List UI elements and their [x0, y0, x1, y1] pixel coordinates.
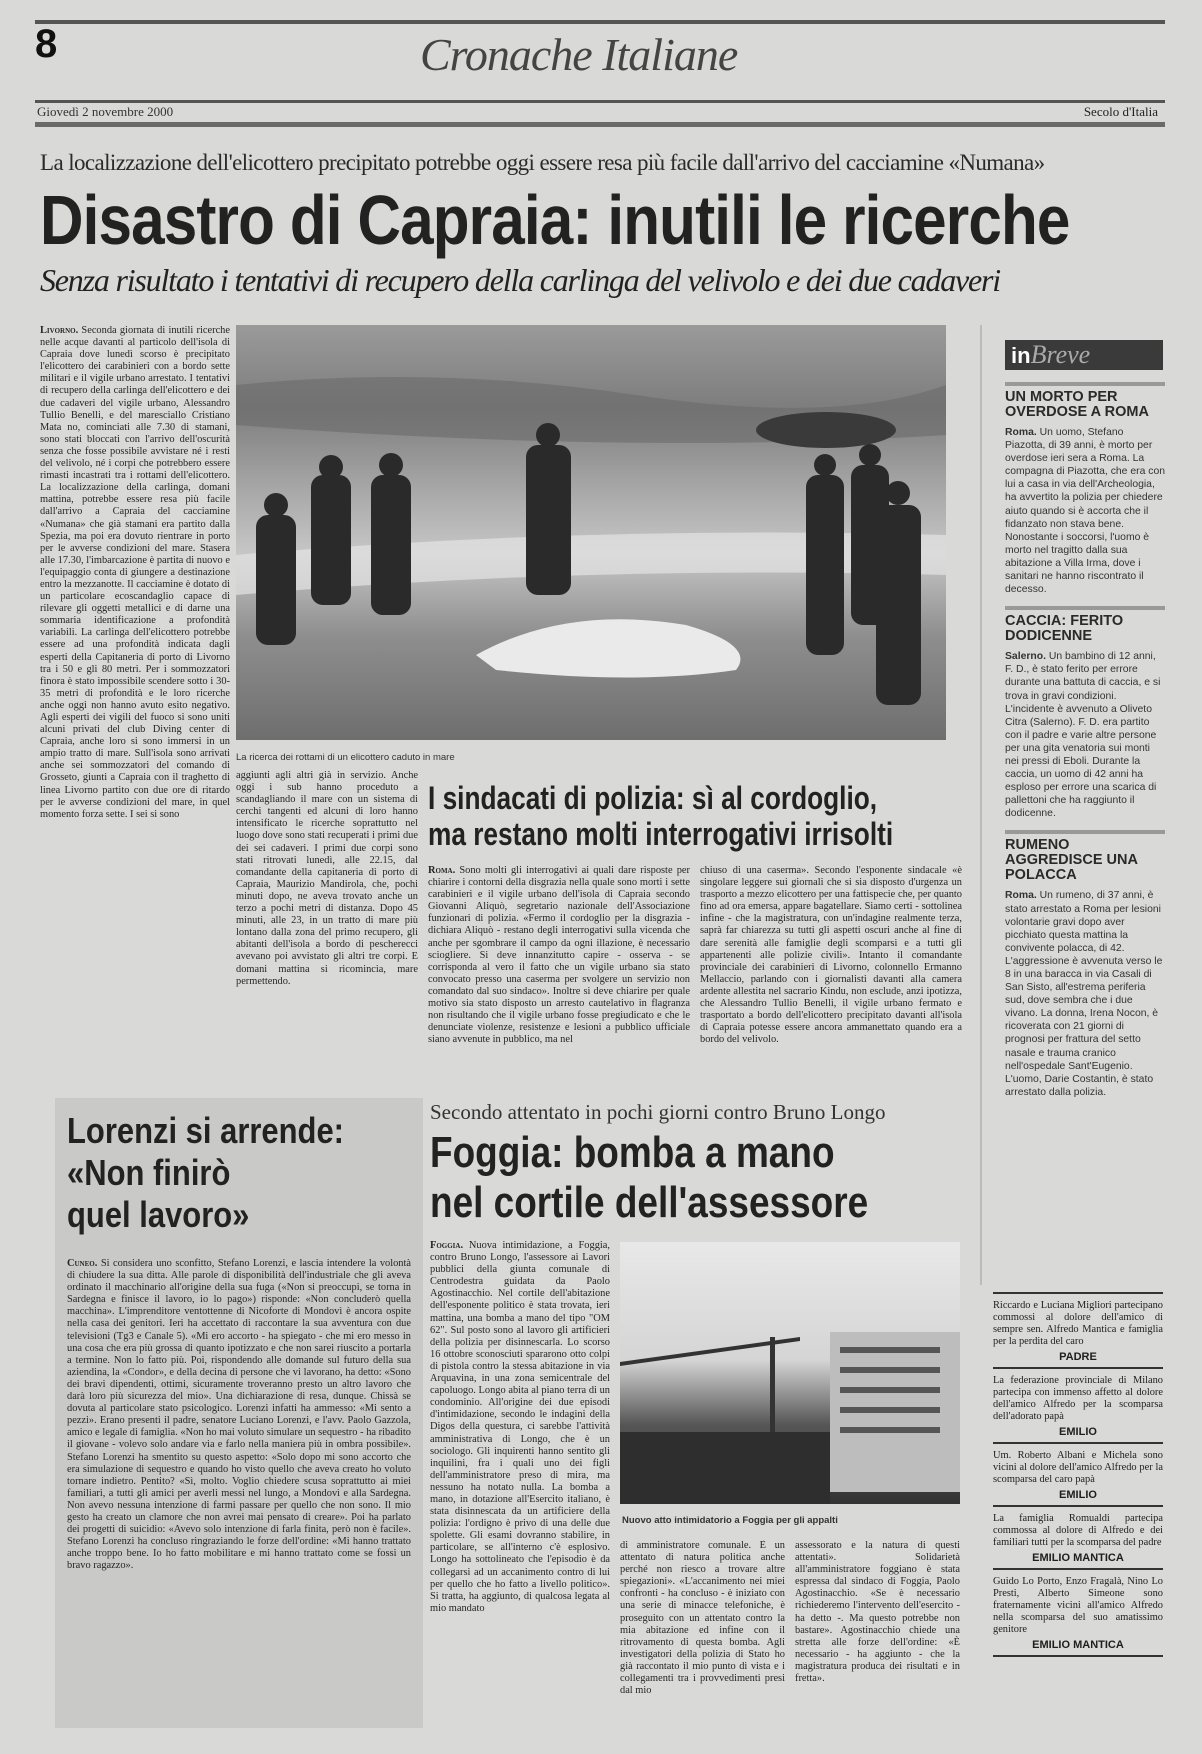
brief-title: CACCIA: FERITO DODICENNE: [1005, 613, 1124, 645]
obituary-name: EMILIO: [1059, 1426, 1097, 1438]
brief-text: Un rumeno, di 37 anni, è stato arrestato a Roma per lesioni volontarie gravi dopo aver picchiato questa mattina la convivente polacca, di 42. L'aggressione è avvenuta verso le 8 in una baracca in via Casali di San Sisto, all'estrema periferia sud, dove sembra che i due vivano. La donna, Irena Nocon, è ricoverata con 21 giorni di prognosi per frattura del setto nasale e trauma cranico nell'ospedale Sant'Eugenio. L'uomo, Darie Costantin, è stato arrestato dalla polizia.: [1005, 890, 1163, 1098]
foggia-column-1: [430, 1240, 610, 1725]
obituary-text: Guido Lo Porto, Enzo Fragalà, Nino Lo Presti, Alberto Simeone sono fraternamente vicini all'amico Alfredo nella scomparsa del suo amatissimo genitore: [993, 1576, 1163, 1635]
obituary-name: EMILIO MANTICA: [1032, 1552, 1124, 1564]
police-article-column-1: [428, 865, 690, 1075]
lead-headline: Disastro di Capraia: inutili le ricerche: [40, 181, 1070, 259]
brief-title: RUMENO AGGREDISCE UNA POLACCA: [1005, 837, 1138, 884]
police-text-1: Sono molti gli interrogativi ai quali dare risposte per chiarire i contorni della disgrazia nella quale sono morti i sette carabinieri e il vigile urbano dell'isola di Capraia secondo Giovanni Aliquò, segretario nazionale dell'Associazione funzionari di polizia. «Fermo il cordoglio per la disgrazia - dichiara Aliquò - restano degli interrogativi sulla vicenda che anche per sgombrare il campo da ogni illazione, è necessario sciogliere. Si deve innanzitutto capire - osserva - se corrisponda al vero il fatto che un vigile urbano sia stato convocato presso una caserma per svolgere un servizio non comandato dal suo sindaco». Inoltre si deve chiarire per quale motivo sia stato disposto un arresto cautelativo in flagranza non risultando che il vigile urbano fosse pregiudicato e che le denunciate violenze, resistenze e lesioni a pubblico ufficiale siano avvenute in pubblico, ma nel: [428, 865, 690, 1046]
obituary-text: La federazione provinciale di Milano partecipa con immenso affetto al dolore dell'amico Alfredo per la scomparsa dell'adorato papà: [993, 1375, 1163, 1422]
brief-title: UN MORTO PER OVERDOSE A ROMA: [1005, 389, 1149, 420]
lorenzi-headline-line-3: quel lavoro»: [67, 1194, 250, 1235]
lead-photo-caption: La ricerca dei rottami di un elicottero caduto in mare: [236, 752, 455, 763]
police-dateline: Roma.: [428, 865, 456, 876]
foggia-text-1: Nuova intimidazione, a Foggia, contro Bruno Longo, l'assessore ai Lavori pubblici della giunta comunale di Centrodestra guidata da Paolo Agostinacchio. Nel cortile dell'abitazione dell'esponente politico è stata trovata, ieri mattina, una bomba a mano del tipo "OM 62". Sul posto sono al lavoro gli artificieri della polizia per disinnescarla. Lo scorso 16 ottobre sconosciuti spararono otto colpi di pistola contro la stessa abitazione in via Arquavina, in una zona semicentrale del capoluogo. Longo abita al piano terra di un condominio. All'origine dei due episodi d'intimidazione, secondo le indagini della Digos della questura, ci sarebbe l'attività amministrativa di Longo, che è un sociologo. Gli inquirenti hanno sentito gli inquilini, fra i quali uno dei figli dell'amministratore preso di mira, ma nessuno ha notato nulla. La bomba a mano, in dotazione all'Esercito italiano, è stata disinnescata da un artificiere della polizia: l'ordigno è privo di una delle due spolette. Gli esami dovranno stabilire, in particolare, se all'interno c'è esplosivo. Longo ha sottolineato che l'episodio è da collegarsi ad un accanimento contro di lui per quello che ho fatto a livello politico». Si tratta, ha aggiunto, di qualcosa legata al mio mandato: [430, 1240, 610, 1614]
foggia-column-3: assessorato e la natura di questi attentati». Solidarietà all'amministratore foggiano è stata espressa dal sindaco di Foggia, Paolo Agostinacchio. «Se è necessario richiederemo l'intervento dell'esercito - ha detto -. Ma questo potrebbe non bastare». Agostinacchio chiede una stretta alle forze dell'ordine: «È necessario - ha aggiunto - che la magistratura produca dei risultati e in fretta».: [795, 1540, 960, 1685]
page-number: 8: [35, 22, 58, 66]
brief-text: Un bambino di 12 anni, F. D., è stato ferito per errore durante una battuta di caccia, e si trova in gravi condizioni. L'incidente è avvenuto a Oliveto Citra (Salerno). F. D. era partito con il padre e varie altre persone per una gita venatoria sui monti nei pressi di Eboli. Durante la caccia, un uomo di 42 anni ha esploso per errore una scarica di pallettoni che ha raggiunto il dodicenne.: [1005, 651, 1161, 820]
in-breve-label-in: in: [1011, 343, 1031, 368]
issue-date: Giovedì 2 novembre 2000: [37, 104, 174, 119]
police-headline-line-2: ma restano molti interrogativi irrisolti: [428, 816, 894, 852]
brief-dateline: Roma.: [1005, 890, 1037, 902]
lead-text-1: Seconda giornata di inutili ricerche nelle acque davanti al particolo dell'isola di Capraia dove lunedì scorso è precipitato l'elicottero dei carabinieri con a bordo sette militari e il vigile urbano arrestato. I tentativi di recupero della carlinga dell'elicottero e dei due cadaveri del vigile urbano, Alessandro Tullio Benelli, e del maresciallo Cristiano Mata no, cominciati alle 7.30 di stamani, sono stati bloccati con l'arrivo dell'oscurità senza che fosse possibile avvistare né i resti del velivolo, né i corpi che potrebbero essere rimasti incastrati tra i rottami dell'elicottero. La localizzazione della carlinga, domani mattina, potrebbe essere resa più facile dall'arrivo a Capraia del cacciamine «Numana» che già stamani era partito dalla Spezia, ma poi era dovuto rientrare in porto per le avverse condizioni del mare. Stasera alle 17.30, l'imbarcazione è partita di nuovo e l'equipaggio conta di giungere a destinazione entro la mezzanotte. Il cacciamine è dotato di un particolare ecoscandaglio capace di rilevare gli oggetti metallici e di darne una sommaria identificazione a profondità variabili. La carlinga dell'elicottero potrebbe essere ad una profondità indicata dagli esperti della Capitaneria di porto di Livorno tra i 50 e gli 80 metri. Per i sommozzatori finora è stato impossibile scendere sotto i 30-35 metri di profondità e le loro ricerche anche oggi non hanno avuto esito negativo. Agli esperti dei vigili del fuoco si sono uniti alcuni privati del club Diving center di Capraia, anche loro si sono immersi in un ampio tratto di mare. Sull'isola sono arrivati anche sei sommozzatori del comando di Grosseto, giunti a Capraia con il traghetto di linea Livorno partito con due ore di ritardo per le avverse condizioni del mare, in quel momento forza sette. I sei si sono: [40, 325, 230, 820]
section-title: Cronache Italiane: [420, 29, 738, 80]
masthead-rule-bottom: [35, 122, 1165, 127]
lorenzi-body: Si considera uno sconfitto, Stefano Lorenzi, e lascia intendere la volontà di chiudere la sua ditta. Alle parole di disponibilità dell'industriale che gli aveva ordinato il macchinario all'origine della sua fuga («Non si preoccupi, se torna in Sardegna e finisce il lavoro, io lo pago») risponde: «Non concluderò quella macchina». L'imprenditore ventottenne di Nicoforte di Mondovì è ancora ospite nella casa dei genitori. Ieri ha accettato di raccontare la sua avventura con due televisioni (Tg3 e Canale 5). «Mi ero accorto - ha spiegato - che mi ero messo in una cosa che era più grossa di quanto ipotizzato e che non sarei riuscito a portarla a termine. Non lo fatto più. Poi, rispondendo alle domande sul futuro della sua aziendina, la «Condor», e della decina di persone che vi lavorano, ha detto: «Sono dei bravi dipendenti, ottimi, sicuramente troveranno presto un altro lavoro che darà loro più sicurezza del mio». Una dichiarazione di resa, dunque. Chissà se dovuta al particolare stato psicologico. Lorenzi infatti ha ammesso: «Mi sento a pezzi». Erano presenti il padre, senatore Luciano Lorenzi, e l'avv. Paolo Gazzola, amico e legale di famiglia. «Non ho mai voluto simulare un sequestro - ha ribadito il giovane - volevo solo andare via e farlo nella maniera più in ombra possibile». Stefano Lorenzi ha smentito su questo aspetto: «Solo dopo mi sono accorto che era simulazione di sequestro e quando ho visto quello che aveva creato ho voluto tornare indietro. Pentito? «Sì, molto. Voglio chiedere scusa soprattutto ai miei familiari, a tutti gli amici per averli messi nel lungo, a Mondovì e alla Sardegna. Non avevo nessuna intenzione di farmi passare per quello che non sono. Il mio gesto ha creato un clamore che non avrei mai pensato di creare». Poi ha parlato dei progetti di suicidio: «Avevo solo intenzione di farla finita, però non è facile». Stefano Lorenzi ha concluso ringraziando le forze dell'ordine: «Mi hanno trattato anche troppo bene. Io ho fatto mobilitare e mi hanno trattato come se fossi un bravo ragazzo».: [67, 1258, 411, 1572]
obituary-name: EMILIO MANTICA: [1032, 1639, 1124, 1651]
foggia-dateline: Foggia.: [430, 1240, 464, 1251]
brief-dateline: Roma.: [1005, 427, 1037, 438]
masthead-rule: [35, 100, 1165, 103]
foggia-photo-caption: Nuovo atto intimidatorio a Foggia per gli appalti: [622, 1515, 838, 1526]
obituary-text: La famiglia Romualdi partecipa commossa al dolore di Alfredo e dei familiari tutti per la scomparsa del padre: [993, 1513, 1163, 1548]
obituary-name: EMILIO: [1059, 1489, 1097, 1501]
brief-item: [1005, 889, 1165, 1099]
lorenzi-dateline: Cuneo.: [67, 1258, 98, 1269]
in-breve-banner: [1005, 340, 1163, 370]
sidebar-divider: [980, 325, 982, 1285]
in-breve-list: [1005, 382, 1165, 1099]
lead-kicker: La localizzazione dell'elicottero precipitato potrebbe oggi essere resa più facile dall'arrivo del cacciamine «Numana»: [40, 150, 1045, 175]
lead-photo: [236, 325, 946, 740]
brief-item: [1005, 650, 1165, 820]
police-article-column-2: chiuso di una caserma». Secondo l'esponente sindacale «è singolare leggere sui giornali che si sia disposto d'urgenza un trasporto a mezzo elicottero per una fattispecie che, per quanto fino ad ora emersa, appare bagatellare. Siamo certi - sottolinea infine - che la magistratura, con un'indagine realmente terza, saprà far chiarezza su tutti gli aspetti oscuri anche al fine di dare serenità alle famiglie degli scomparsi e a tutti gli appartenenti alle polizie civili». Intanto il comandante provinciale dei carabinieri di Livorno, colonnello Ermanno Mellaccio, parlando con i giornalisti davanti alla camera ardente allestita nel sacrario Kindu, non esclude, anzi ipotizza, che Alessandro Tullio Benelli, il vigile urbano fermato e trasportato a bordo dell'elicottero precipitato davanti all'isola di Capraia potesse essere ancora ammanettato quando era a bordo del velivolo.: [700, 865, 962, 1046]
newspaper-name: Secolo d'Italia: [1083, 104, 1158, 119]
foggia-column-2: di amministratore comunale. È un attentato di natura politica anche perché non riesco a trovare altre spiegazioni». «L'accanimento nei miei confronti - ha concluso - è iniziato con una serie di minacce telefoniche, è proseguito con un attentato contro la mia abitazione ed infine con il ritrovamento di questa bomba. Agli investigatori della polizia di Stato ho già raccontato il mio punto di vista e i collegamenti tra i provvedimenti presi dal mio: [620, 1540, 785, 1697]
lorenzi-headline: [67, 1110, 373, 1236]
lead-article-column-1: [40, 325, 230, 1070]
lorenzi-box: [55, 1098, 423, 1728]
lead-article-column-2: aggiunti agli altri già in servizio. Anche oggi i sub hanno proceduto a scandagliando il mare con un sistema di cerchi tangenti ed alcuni di loro hanno intensificato le ricerche soprattutto nel luogo dove sono stati recuperati i primi due dei sei cadaveri. I primi due corpi sono stati ritrovati lunedì, alle 22.15, dal comandante della capitaneria di porto di Capraia, Maurizio Mandirola, che, pochi minuti dopo, ne aveva trovato anche un terzo a pochi metri di distanza. Dopo 45 minuti, alle 23, in un tratto di mare più lontano dalla zona del primo recupero, gli abitanti dell'isola a bordo di pescherecci avevano poi avvistato gli altri tre corpi. E domani mattina si ricomincia, mare permettendo.: [236, 770, 418, 987]
foggia-headline: [430, 1128, 868, 1228]
obituary-text: Riccardo e Luciana Migliori partecipano commossi al dolore dell'amico di sempre sen. Alfredo Mantica e famiglia per la perdita del caro: [993, 1300, 1163, 1347]
building-scene: [620, 1242, 960, 1504]
foggia-headline-line-1: Foggia: bomba a mano: [430, 1128, 835, 1177]
foggia-kicker: Secondo attentato in pochi giorni contro Bruno Longo: [430, 1100, 886, 1124]
brief-item: [1005, 426, 1165, 596]
in-breve-label-breve: Breve: [1030, 340, 1091, 369]
foggia-photo: [620, 1242, 960, 1504]
lead-dateline: Livorno.: [40, 325, 79, 336]
brief-text: Un uomo, Stefano Piazotta, di 39 anni, è morto per overdose ieri sera a Roma. La compagna di Piazotta, che era con lui a casa in via dell'Archeologia, ha avvertito la polizia per chiedere aiuto quando si è accorta che il fidanzato non stava bene. Nonostante i soccorsi, l'uomo è morto nel tragitto dalla sua abitazione a Villa Irma, dove i sanitari ne hanno riscontrato il decesso.: [1005, 427, 1165, 596]
top-rule: [35, 20, 1165, 24]
obituary-name: PADRE: [1059, 1351, 1097, 1363]
obituaries: [993, 1288, 1163, 1663]
foggia-headline-line-2: nel cortile dell'assessore: [430, 1178, 869, 1227]
obituary-text: Um. Roberto Albani e Michela sono vicini al dolore dell'amico Alfredo per la scomparsa del caro papà: [993, 1450, 1163, 1485]
lead-subheadline: Senza risultato i tentativi di recupero della carlinga del velivolo e dei due cadaveri: [40, 262, 1000, 298]
police-headline: [428, 780, 893, 852]
brief-dateline: Salerno.: [1005, 651, 1046, 663]
police-headline-line-1: I sindacati di polizia: sì al cordoglio,: [428, 780, 878, 816]
helicopter-wreck-scene: [236, 325, 946, 740]
lorenzi-headline-line-1: Lorenzi si arrende:: [67, 1110, 345, 1151]
lorenzi-text: [67, 1258, 411, 1728]
lorenzi-headline-line-2: «Non finirò: [67, 1152, 231, 1193]
